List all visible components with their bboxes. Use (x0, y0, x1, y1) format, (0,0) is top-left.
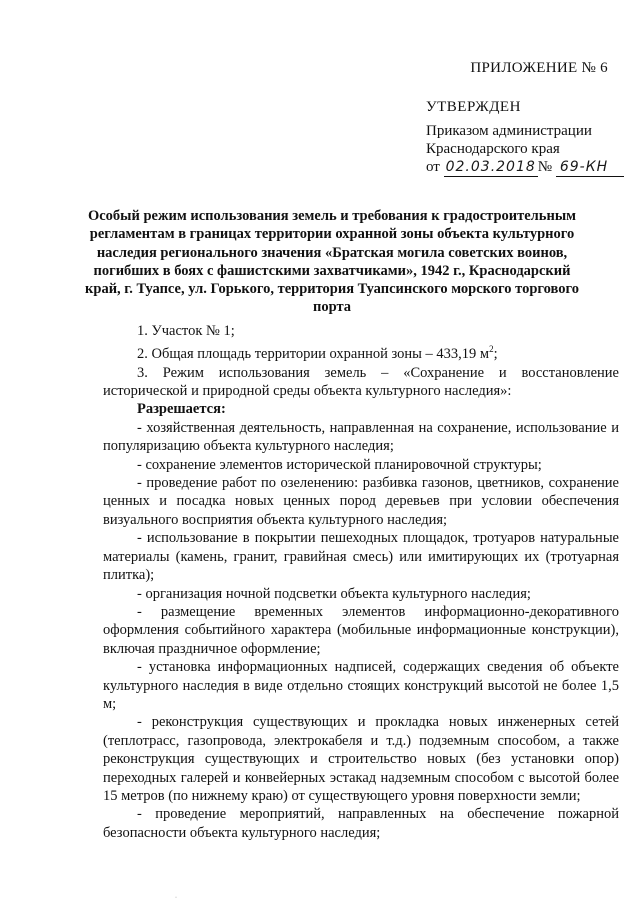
order-line-2: Краснодарского края (426, 141, 560, 157)
number-prefix: № (537, 159, 553, 175)
approved-label: УТВЕРЖДЕН (426, 99, 521, 115)
area-suffix: ; (493, 346, 498, 363)
allowed-item: - сохранение элементов исторической планировочной структуры; (137, 456, 542, 473)
area-text: 2. Общая площадь территории охранной зоны – 433,19 м (137, 346, 490, 363)
approval-block (426, 98, 626, 177)
scan-speck: · (175, 895, 177, 901)
appendix-label: ПРИЛОЖЕНИЕ № 6 (470, 60, 608, 76)
item-regime: 3. Режим использования земель – «Сохранение и восстановление исторической и природной среды объекта культурного наследия»: (103, 364, 619, 400)
allowed-item: - размещение временных элементов информационно-декоративного оформления событийного характера (мобильные информационные конструкции), включая праздничное оформление; (103, 603, 619, 657)
order-date-number-line (426, 158, 626, 177)
allowed-item: - организация ночной подсветки объекта культурного наследия; (137, 585, 531, 602)
handwritten-number: 69-КН (556, 158, 624, 177)
order-line-1: Приказом администрации (426, 123, 592, 139)
item-area (103, 340, 619, 363)
handwritten-date: 02.03.2018 (445, 159, 536, 175)
allowed-heading: Разрешается: (137, 401, 226, 418)
item-plot: 1. Участок № 1; (137, 323, 235, 339)
document-title: Особый режим использования земель и требования к градостроительным регламентам в границах территории охранной зоны объекта культурного наследия регионального значения «Братская могила советских воинов, погибших в боях с фашистскими захватчиками», 1942 г., Краснодарский край, г. Туапсе, ул. Горького, территория Туапсинского морского торгового порта (85, 208, 579, 316)
allowed-item: - установка информационных надписей, содержащих сведения об объекте культурного наследия в виде отдельно стоящих конструкций высотой не более 1,5 м; (103, 659, 619, 712)
allowed-item: - хозяйственная деятельность, направленная на сохранение, использование и популяризацию объекта культурного наследия; (103, 419, 619, 455)
allowed-item: - реконструкция существующих и прокладка новых инженерных сетей (теплотрасс, газопровода, электрокабеля и т.д.) подземным способом, а также реконструкция существующих и строительство новых (без установки опор) переходных галерей и конвейерных эстакад надземным способом с высотой более 15 метров (по нижнему краю) от существующего уровня поверхности земли; (103, 714, 619, 804)
area-superscript: 2 (489, 344, 494, 355)
document-body (103, 322, 619, 842)
allowed-item: - проведение мероприятий, направленных на обеспечение пожарной безопасности объекта культурного наследия; (103, 806, 619, 841)
date-prefix: от (426, 159, 440, 175)
allowed-item: - использование в покрытии пешеходных площадок, тротуаров натуральные материалы (камень, гранит, гравийная смесь) или имитирующих их (тротуарная плитка); (103, 530, 619, 584)
allowed-item: - проведение работ по озеленению: разбивка газонов, цветников, сохранение ценных и посадка новых ценных пород деревьев при условии обеспечения визуального восприятия объекта культурного наследия; (103, 475, 619, 528)
